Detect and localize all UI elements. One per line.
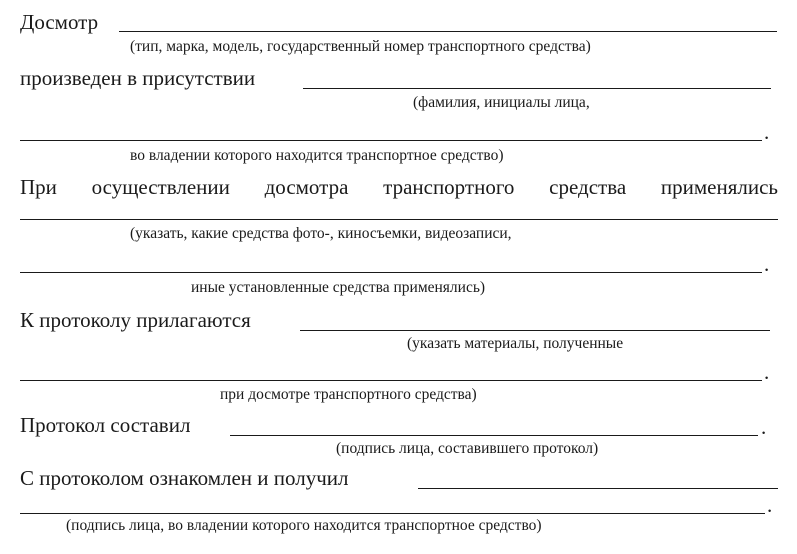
- period-5: .: [767, 493, 773, 517]
- means-field-1[interactable]: [20, 219, 778, 220]
- acquainted-caption: (подпись лица, во владении которого находится транспортное средство): [66, 517, 542, 534]
- compiled-signature-field[interactable]: [230, 435, 758, 436]
- attached-field-2[interactable]: [20, 380, 762, 381]
- means-label: При осуществлении досмотра транспортного средства применялись: [20, 175, 778, 199]
- person-field-1[interactable]: [303, 88, 771, 89]
- acquainted-signature-field[interactable]: [20, 513, 765, 514]
- period-3: .: [764, 360, 770, 384]
- presence-label: произведен в присутствии: [20, 66, 256, 90]
- attached-field-1[interactable]: [300, 330, 770, 331]
- vehicle-field[interactable]: [119, 31, 777, 32]
- person-caption-1: (фамилия, инициалы лица,: [413, 94, 590, 111]
- period-1: .: [764, 120, 770, 144]
- attached-caption-1: (указать материалы, полученные: [407, 335, 624, 352]
- compiled-label: Протокол составил: [20, 413, 191, 437]
- means-caption-1: (указать, какие средства фото-, киносъемки, видеозаписи,: [130, 225, 512, 242]
- compiled-caption: (подпись лица, составившего протокол): [336, 440, 599, 457]
- period-4: .: [761, 415, 767, 439]
- means-caption-2: иные установленные средства применялись): [191, 279, 486, 296]
- acquainted-label: С протоколом ознакомлен и получил: [20, 466, 349, 490]
- attached-caption-2: при досмотре транспортного средства): [220, 386, 477, 403]
- means-field-2[interactable]: [20, 272, 762, 273]
- vehicle-caption: (тип, марка, модель, государственный номер транспортного средства): [130, 38, 591, 55]
- period-2: .: [764, 252, 770, 276]
- person-caption-2: во владении которого находится транспортное средство): [130, 147, 504, 164]
- acquainted-field-1[interactable]: [418, 488, 778, 489]
- person-field-2[interactable]: [20, 140, 762, 141]
- attached-label: К протоколу прилагаются: [20, 308, 251, 332]
- inspection-label: Досмотр: [20, 10, 99, 34]
